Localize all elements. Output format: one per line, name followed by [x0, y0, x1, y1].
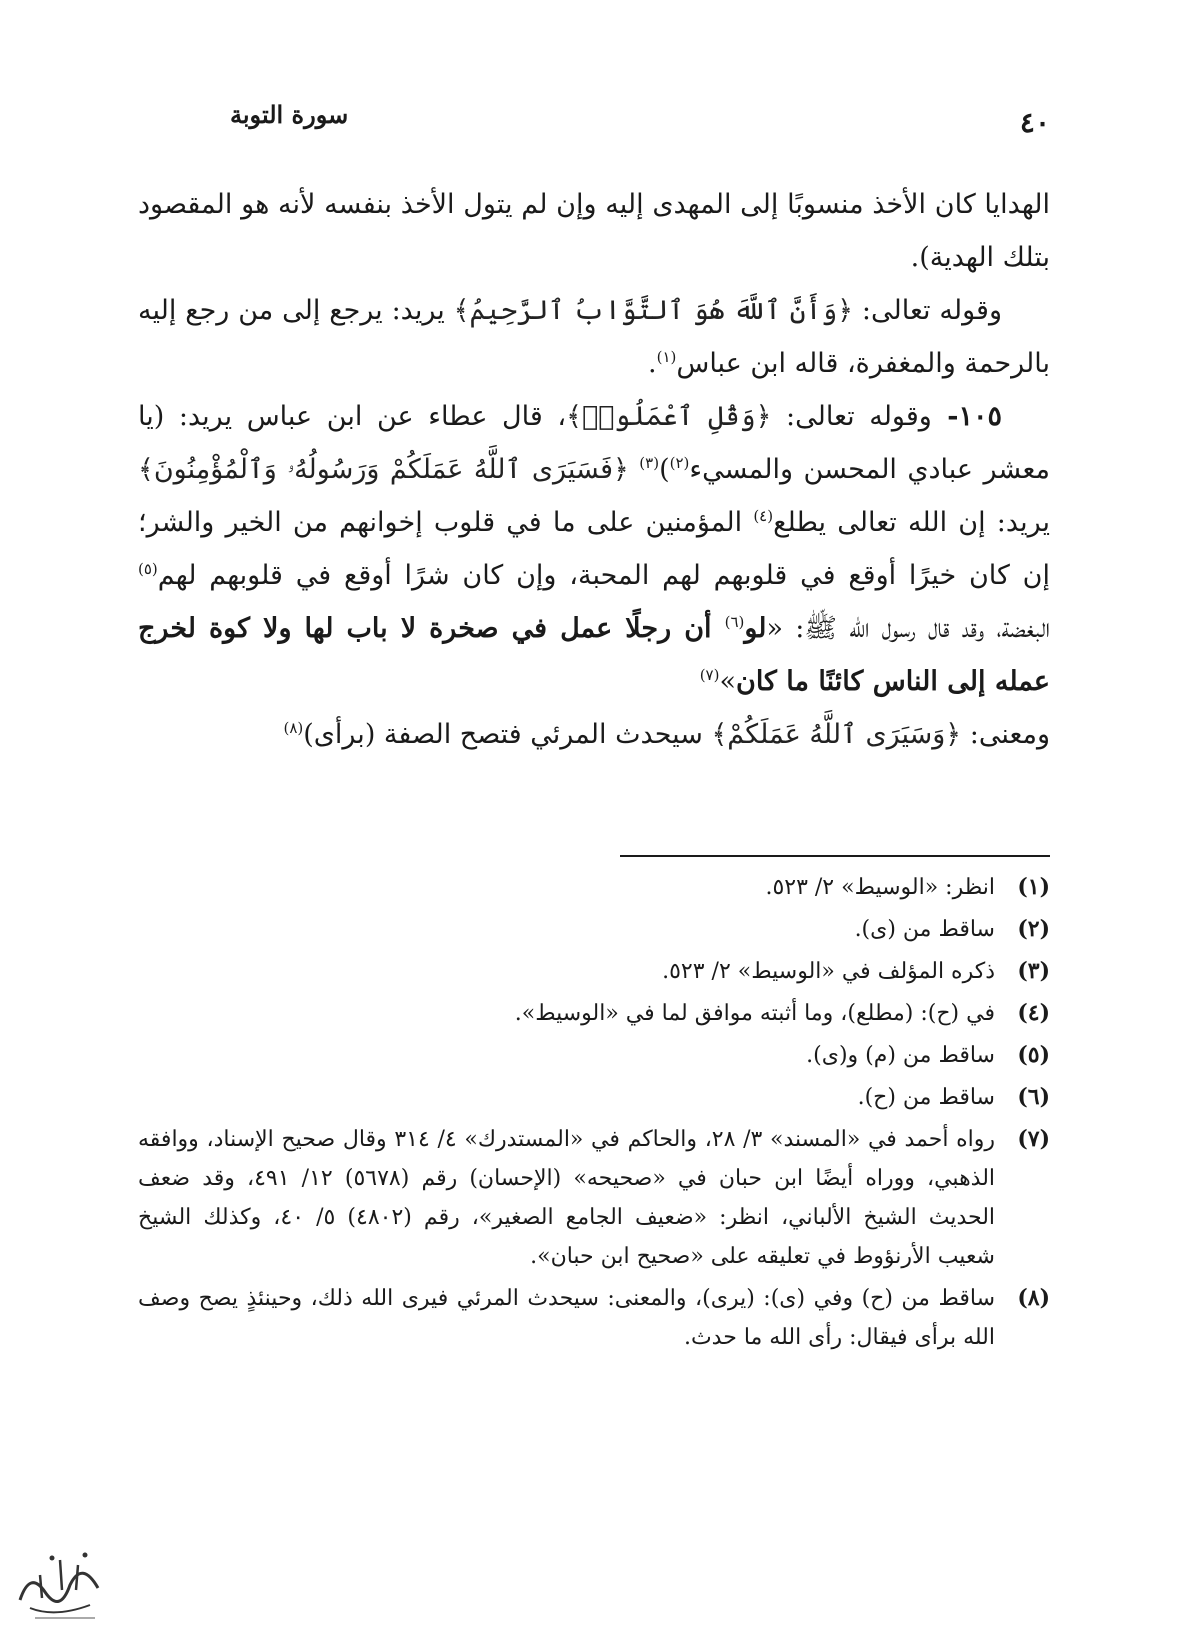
p3-text-1: ، قال عطاء عن ابن عباس يريد: (يا معشر عبادي المحسن والمسيء	[138, 401, 1050, 485]
footnote-text: ساقط من (ح) وفي (ى): (يرى)، والمعنى: سيحدث المرئي فيرى الله ذلك، وحينئذٍ يصح وصف الله برأى فيقال: رأى الله ما حدث.	[138, 1286, 995, 1350]
page-number: ٤٠	[1019, 106, 1050, 139]
footnote-item	[138, 910, 1050, 949]
footnote-text: في (ح): (مطلع)، وما أثبته موافق لما في «الوسيط».	[514, 1001, 995, 1026]
footnote-number: (١)	[1017, 874, 1050, 900]
footnote-item	[138, 1078, 1050, 1117]
footnote-text: انظر: «الوسيط» ٢/ ٥٢٣.	[765, 875, 995, 900]
footnote-item	[138, 1279, 1050, 1357]
p3-text-3	[629, 454, 639, 485]
footnote-number: (٤)	[1017, 1000, 1050, 1026]
footnote-ref-8[interactable]: (٨)	[283, 719, 304, 737]
p2-end: .	[647, 348, 657, 379]
footnote-item	[138, 1120, 1050, 1276]
p3-text-7: »	[719, 666, 736, 697]
p3-text-6: البغضة، وقد قال رسول الله ﷺ: «	[766, 613, 1050, 644]
footnote-number: (٨)	[1017, 1285, 1050, 1311]
footnote-number: (٧)	[1017, 1126, 1050, 1152]
footnote-number: (٥)	[1017, 1042, 1050, 1068]
quran-verse: ﴿وَسَيَرَى ٱللَّهُ عَمَلَكُمْ﴾	[711, 719, 962, 750]
quran-verse: ﴿وَأَنَّ ٱللَّهَ هُوَ ٱلتَّوَّابُ ٱلرَّحِيمُ﴾	[453, 295, 854, 326]
paragraph-4	[138, 708, 1050, 761]
p3-text-5: المؤمنين على ما في قلوب إخوانهم من الخير والشر؛ إن كان خيرًا أوقع في قلوبهم لهم المحبة، وإن كان شرًا أوقع في قلوبهم لهم	[138, 507, 1050, 591]
p3-text-2: )	[659, 454, 670, 485]
footnote-item	[138, 952, 1050, 991]
footnote-divider	[620, 855, 1050, 857]
hadith-text: أن رجلًا عمل في صخرة لا باب لها ولا كوة لخرج عمله إلى الناس كائنًا ما كان	[138, 613, 1050, 697]
footnote-text: ساقط من (ى).	[854, 917, 995, 942]
footnote-ref-1[interactable]: (١)	[656, 348, 677, 366]
footnote-text: ساقط من (ح).	[857, 1085, 995, 1110]
footnote-ref-2[interactable]: (٢)	[669, 454, 690, 472]
footnote-number: (٣)	[1017, 958, 1050, 984]
paragraph-3	[138, 390, 1050, 708]
footnote-text: رواه أحمد في «المسند» ٣/ ٢٨، والحاكم في «المستدرك» ٤/ ٣١٤ وقال صحيح الإسناد، ووافقه الذهبي، ووراه أيضًا ابن حبان في «صحيحه» (الإحسان) رقم (٥٦٧٨) ١٢/ ٤٩١، وقد ضعف الحديث الشيخ الألباني، انظر: «ضعيف الجامع الصغير»، رقم (٤٨٠٢) ٥/ ٤٠، وكذلك الشيخ شعيب الأرنؤوط في تعليقه على «صحيح ابن حبان».	[138, 1127, 996, 1269]
main-text	[138, 178, 1050, 761]
footnote-item	[138, 994, 1050, 1033]
p3-text-4: يريد: إن الله تعالى يطلع	[773, 507, 1050, 538]
footnote-item	[138, 1036, 1050, 1075]
page-header	[150, 98, 1050, 138]
footnote-ref-7[interactable]: (٧)	[699, 666, 720, 684]
footnotes-list	[138, 868, 1050, 1360]
p3-lead: وقوله تعالى:	[771, 401, 932, 432]
running-title: سورة التوبة	[230, 100, 349, 129]
footnote-item	[138, 868, 1050, 907]
p2-text: يريد: يرجع إلى من رجع إليه بالرحمة والمغفرة، قاله ابن عباس	[138, 295, 1050, 379]
footnote-ref-6[interactable]: (٦)	[724, 613, 745, 631]
footnote-ref-5[interactable]: (٥)	[138, 560, 158, 578]
p4-lead: ومعنى:	[961, 719, 1050, 750]
quran-verse: ﴿وَقُلِ ٱعْمَلُوا۟﴾	[566, 401, 772, 432]
p2-lead: وقوله تعالى:	[853, 295, 1002, 326]
footnote-ref-4[interactable]: (٤)	[753, 507, 774, 525]
hadith-text: لو	[744, 613, 767, 644]
paragraph-2	[138, 284, 1050, 390]
calligraphy-logo	[10, 1530, 110, 1630]
footnote-ref-3[interactable]: (٣)	[639, 454, 660, 472]
footnote-text: ساقط من (م) و(ى).	[806, 1043, 995, 1068]
paragraph-1: الهدايا كان الأخذ منسوبًا إلى المهدى إليه وإن لم يتول الأخذ بنفسه لأنه هو المقصود بتلك الهدية).	[138, 189, 1050, 273]
footnote-number: (٢)	[1017, 916, 1050, 942]
footnote-text: ذكره المؤلف في «الوسيط» ٢/ ٥٢٣.	[662, 959, 995, 984]
verse-number: ١٠٥-	[931, 401, 1002, 432]
quran-verse: ﴿فَسَيَرَى ٱللَّهُ عَمَلَكُمْ وَرَسُولُهُۥ وَٱلْمُؤْمِنُونَ﴾	[138, 454, 629, 485]
p4-text: سيحدث المرئي فتصح الصفة (برأى)	[303, 719, 712, 750]
footnote-number: (٦)	[1017, 1084, 1050, 1110]
